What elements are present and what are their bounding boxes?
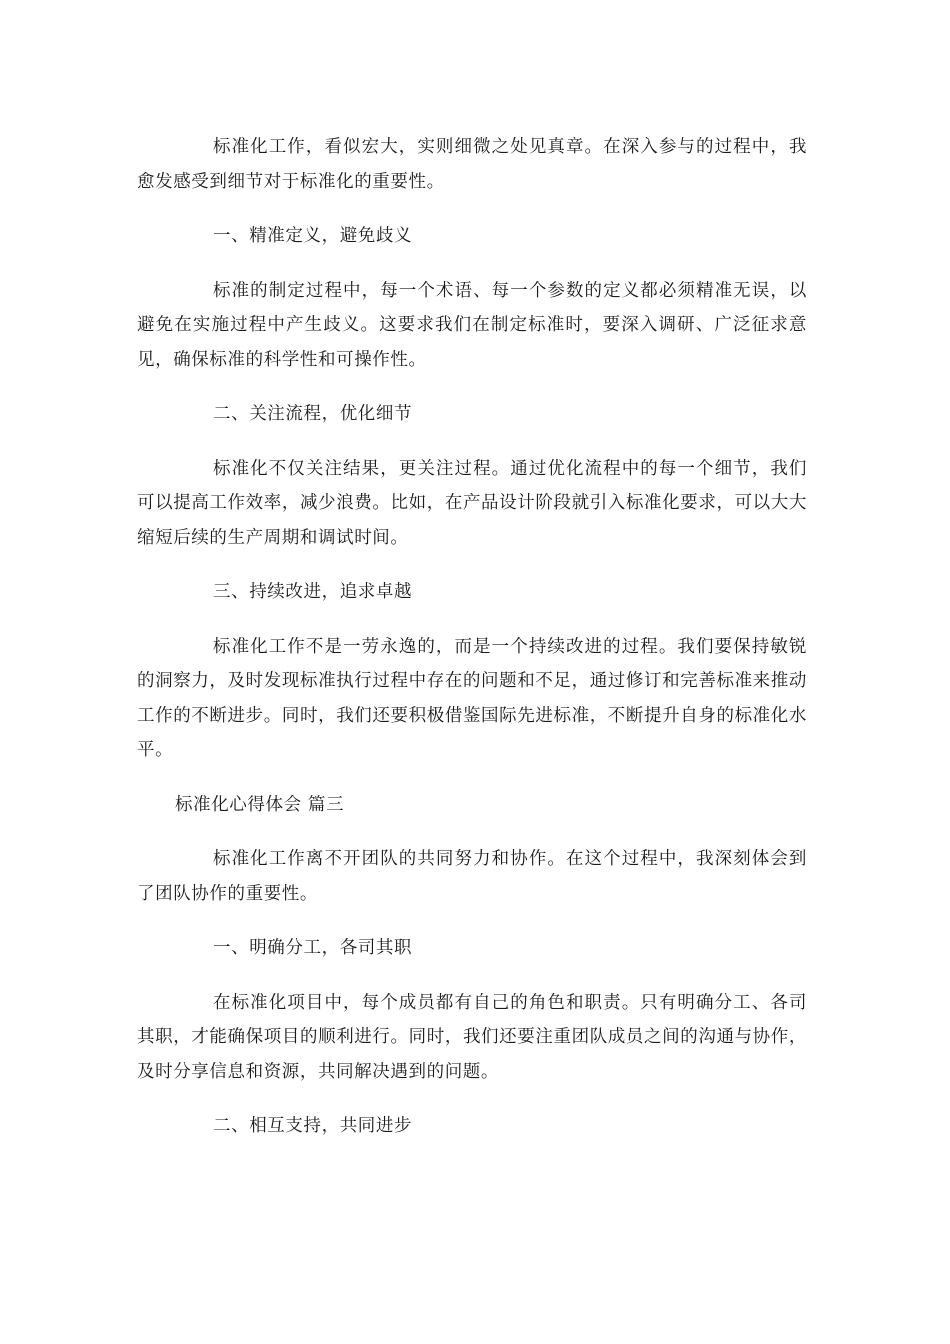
paragraph-clear-division: 在标准化项目中，每个成员都有自己的角色和职责。只有明确分工、各司其职，才能确保项目的顺利进行。同时，我们还要注重团队成员之间的沟通与协作，及时分享信息和资源，共同解决遇到的问题。 — [137, 992, 807, 1082]
heading-mutual-support: 二、相互支持，共同进步 — [213, 1116, 413, 1136]
heading-continuous-improvement: 三、持续改进，追求卓越 — [213, 582, 413, 602]
paragraph-intro: 标准化工作，看似宏大，实则细微之处见真章。在深入参与的过程中，我愈发感受到细节对于标准化的重要性。 — [137, 137, 807, 192]
paragraph-process-details: 标准化不仅关注结果，更关注过程。通过优化流程中的每一个细节，我们可以提高工作效率，减少浪费。比如，在产品设计阶段就引入标准化要求，可以大大缩短后续的生产周期和调试时间。 — [137, 458, 807, 548]
heading-process-details: 二、关注流程，优化细节 — [213, 404, 413, 424]
paragraph-teamwork: 标准化工作离不开团队的共同努力和协作。在这个过程中，我深刻体会到了团队协作的重要性。 — [137, 849, 807, 904]
heading-precise-definition: 一、精准定义，避免歧义 — [213, 226, 413, 246]
section-title-part-three: 标准化心得体会 篇三 — [175, 794, 345, 815]
paragraph-precise-definition: 标准的制定过程中，每一个术语、每一个参数的定义都必须精准无误，以避免在实施过程中产生歧义。这要求我们在制定标准时，要深入调研、广泛征求意见，确保标准的科学性和可操作性。 — [137, 280, 807, 370]
paragraph-continuous-improvement: 标准化工作不是一劳永逸的，而是一个持续改进的过程。我们要保持敏锐的洞察力，及时发现标准执行过程中存在的问题和不足，通过修订和完善标准来推动工作的不断进步。同时，我们还要积极借鉴国际先进标准，不断提升自身的标准化水平。 — [137, 636, 807, 760]
heading-clear-division: 一、明确分工，各司其职 — [213, 938, 413, 958]
document-page — [137, 130, 807, 1164]
